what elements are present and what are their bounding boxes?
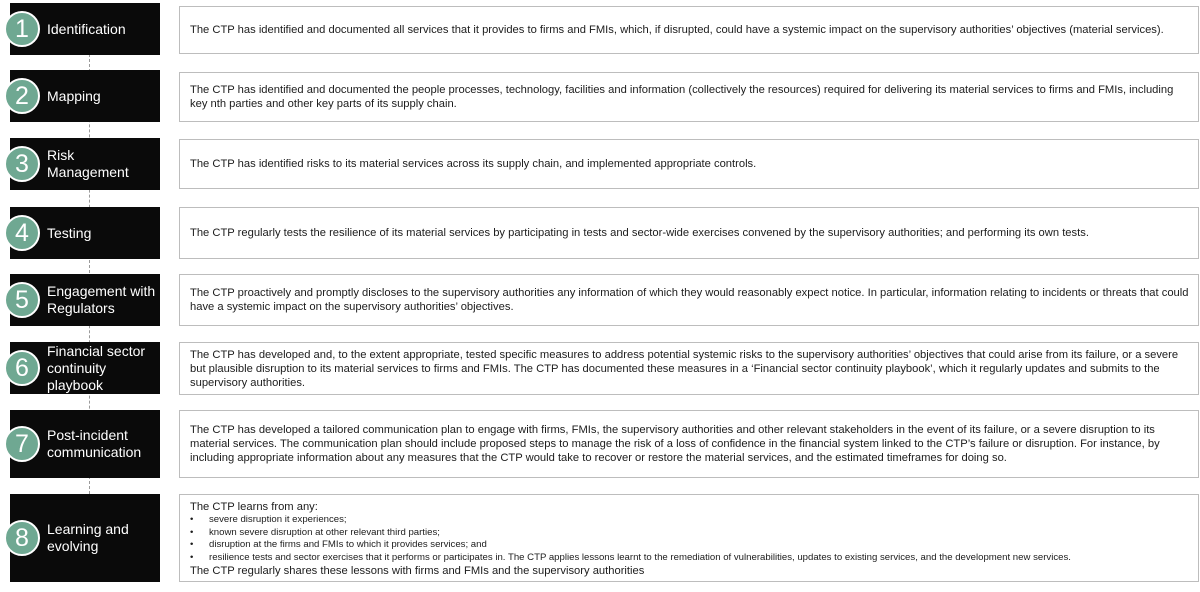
step-number-badge: 4: [4, 215, 40, 251]
step-description-box: [179, 494, 1199, 582]
step-number-badge: 7: [4, 426, 40, 462]
step-number-badge: 5: [4, 282, 40, 318]
step-title: Financial sector continuity playbook: [47, 342, 146, 393]
step-title: Identification: [47, 20, 126, 37]
bullet-list: [190, 514, 1190, 564]
step-description-box: [179, 274, 1199, 326]
step-number-badge: 2: [4, 78, 40, 114]
step-description: The CTP regularly tests the resilience of its material services by participating in tests and sector-wide exercises convened by the supervisory authorities; and performing its own tests.: [190, 227, 1089, 239]
step-title: Risk Management: [47, 147, 129, 180]
step-intro: The CTP learns from any:: [190, 501, 318, 513]
step-description-box: [179, 139, 1199, 189]
list-item: • resilience tests and sector exercises that it performs or participates in. The CTP applies lessons learnt to the remediation of vulnerabilities, updates to existing services, and the development new services.: [190, 552, 1190, 565]
step-description: The CTP proactively and promptly discloses to the supervisory authorities any information of which they would reasonably expect notice. In particular, information relating to incidents or threats that could have a systemic impact on the supervisory authorities’ objectives.: [190, 287, 1189, 313]
step-title: Learning and evolving: [47, 521, 129, 554]
step-title: Engagement with Regulators: [47, 283, 156, 316]
step-number-badge: 8: [4, 520, 40, 556]
step-description: The CTP has identified and documented the people processes, technology, facilities and information (collectively the resources) required for delivering its material services to firms and FMIs, including key nth parties and other key parts of its supply chain.: [190, 84, 1174, 110]
list-item: • severe disruption it experiences;: [190, 514, 1190, 527]
step-title: Testing: [47, 224, 92, 241]
step-title: Post-incident communication: [47, 427, 142, 460]
step-description-box: [179, 342, 1199, 395]
step-description: The CTP has developed a tailored communication plan to engage with firms, FMIs, the supervisory authorities and other relevant stakeholders in the event of its failure, or a severe disruption to its material services. The communication plan should include proposed steps to manage the risk of a loss of confidence in the financial system linked to the CTP’s failure or disruption. For instance, by including appropriate information about any measures that the CTP would take to recover or restore the material services, and the estimated timeframes for doing so.: [190, 424, 1160, 464]
step-number-badge: 3: [4, 146, 40, 182]
step-description: The CTP has identified and documented all services that it provides to firms and FMIs, which, if disrupted, could have a systemic impact on the supervisory authorities’ objectives (material services).: [190, 24, 1164, 36]
step-description: The CTP has developed and, to the extent appropriate, tested specific measures to address potential systemic risks to the supervisory authorities’ objectives that could arise from its failure, or a severe but plausible disruption to its material services to firms and FMIs. The CTP has documented these measures in a ‘Financial sector continuity playbook’, which it regularly updates and submits to the supervisory authorities.: [190, 348, 1179, 389]
step-description-box: [179, 207, 1199, 259]
step-number-badge: 1: [4, 11, 40, 47]
step-closing: The CTP regularly shares these lessons with firms and FMIs and the supervisory authorities: [190, 565, 645, 577]
step-description-box: [179, 72, 1199, 122]
step-description-box: [179, 410, 1199, 478]
step-number-badge: 6: [4, 350, 40, 386]
step-description: The CTP has identified risks to its material services across its supply chain, and implemented appropriate controls.: [190, 158, 757, 170]
list-item: • known severe disruption at other relevant third parties;: [190, 527, 1190, 540]
step-description-box: [179, 6, 1199, 54]
step-title: Mapping: [47, 87, 101, 104]
list-item: • disruption at the firms and FMIs to which it provides services; and: [190, 539, 1190, 552]
